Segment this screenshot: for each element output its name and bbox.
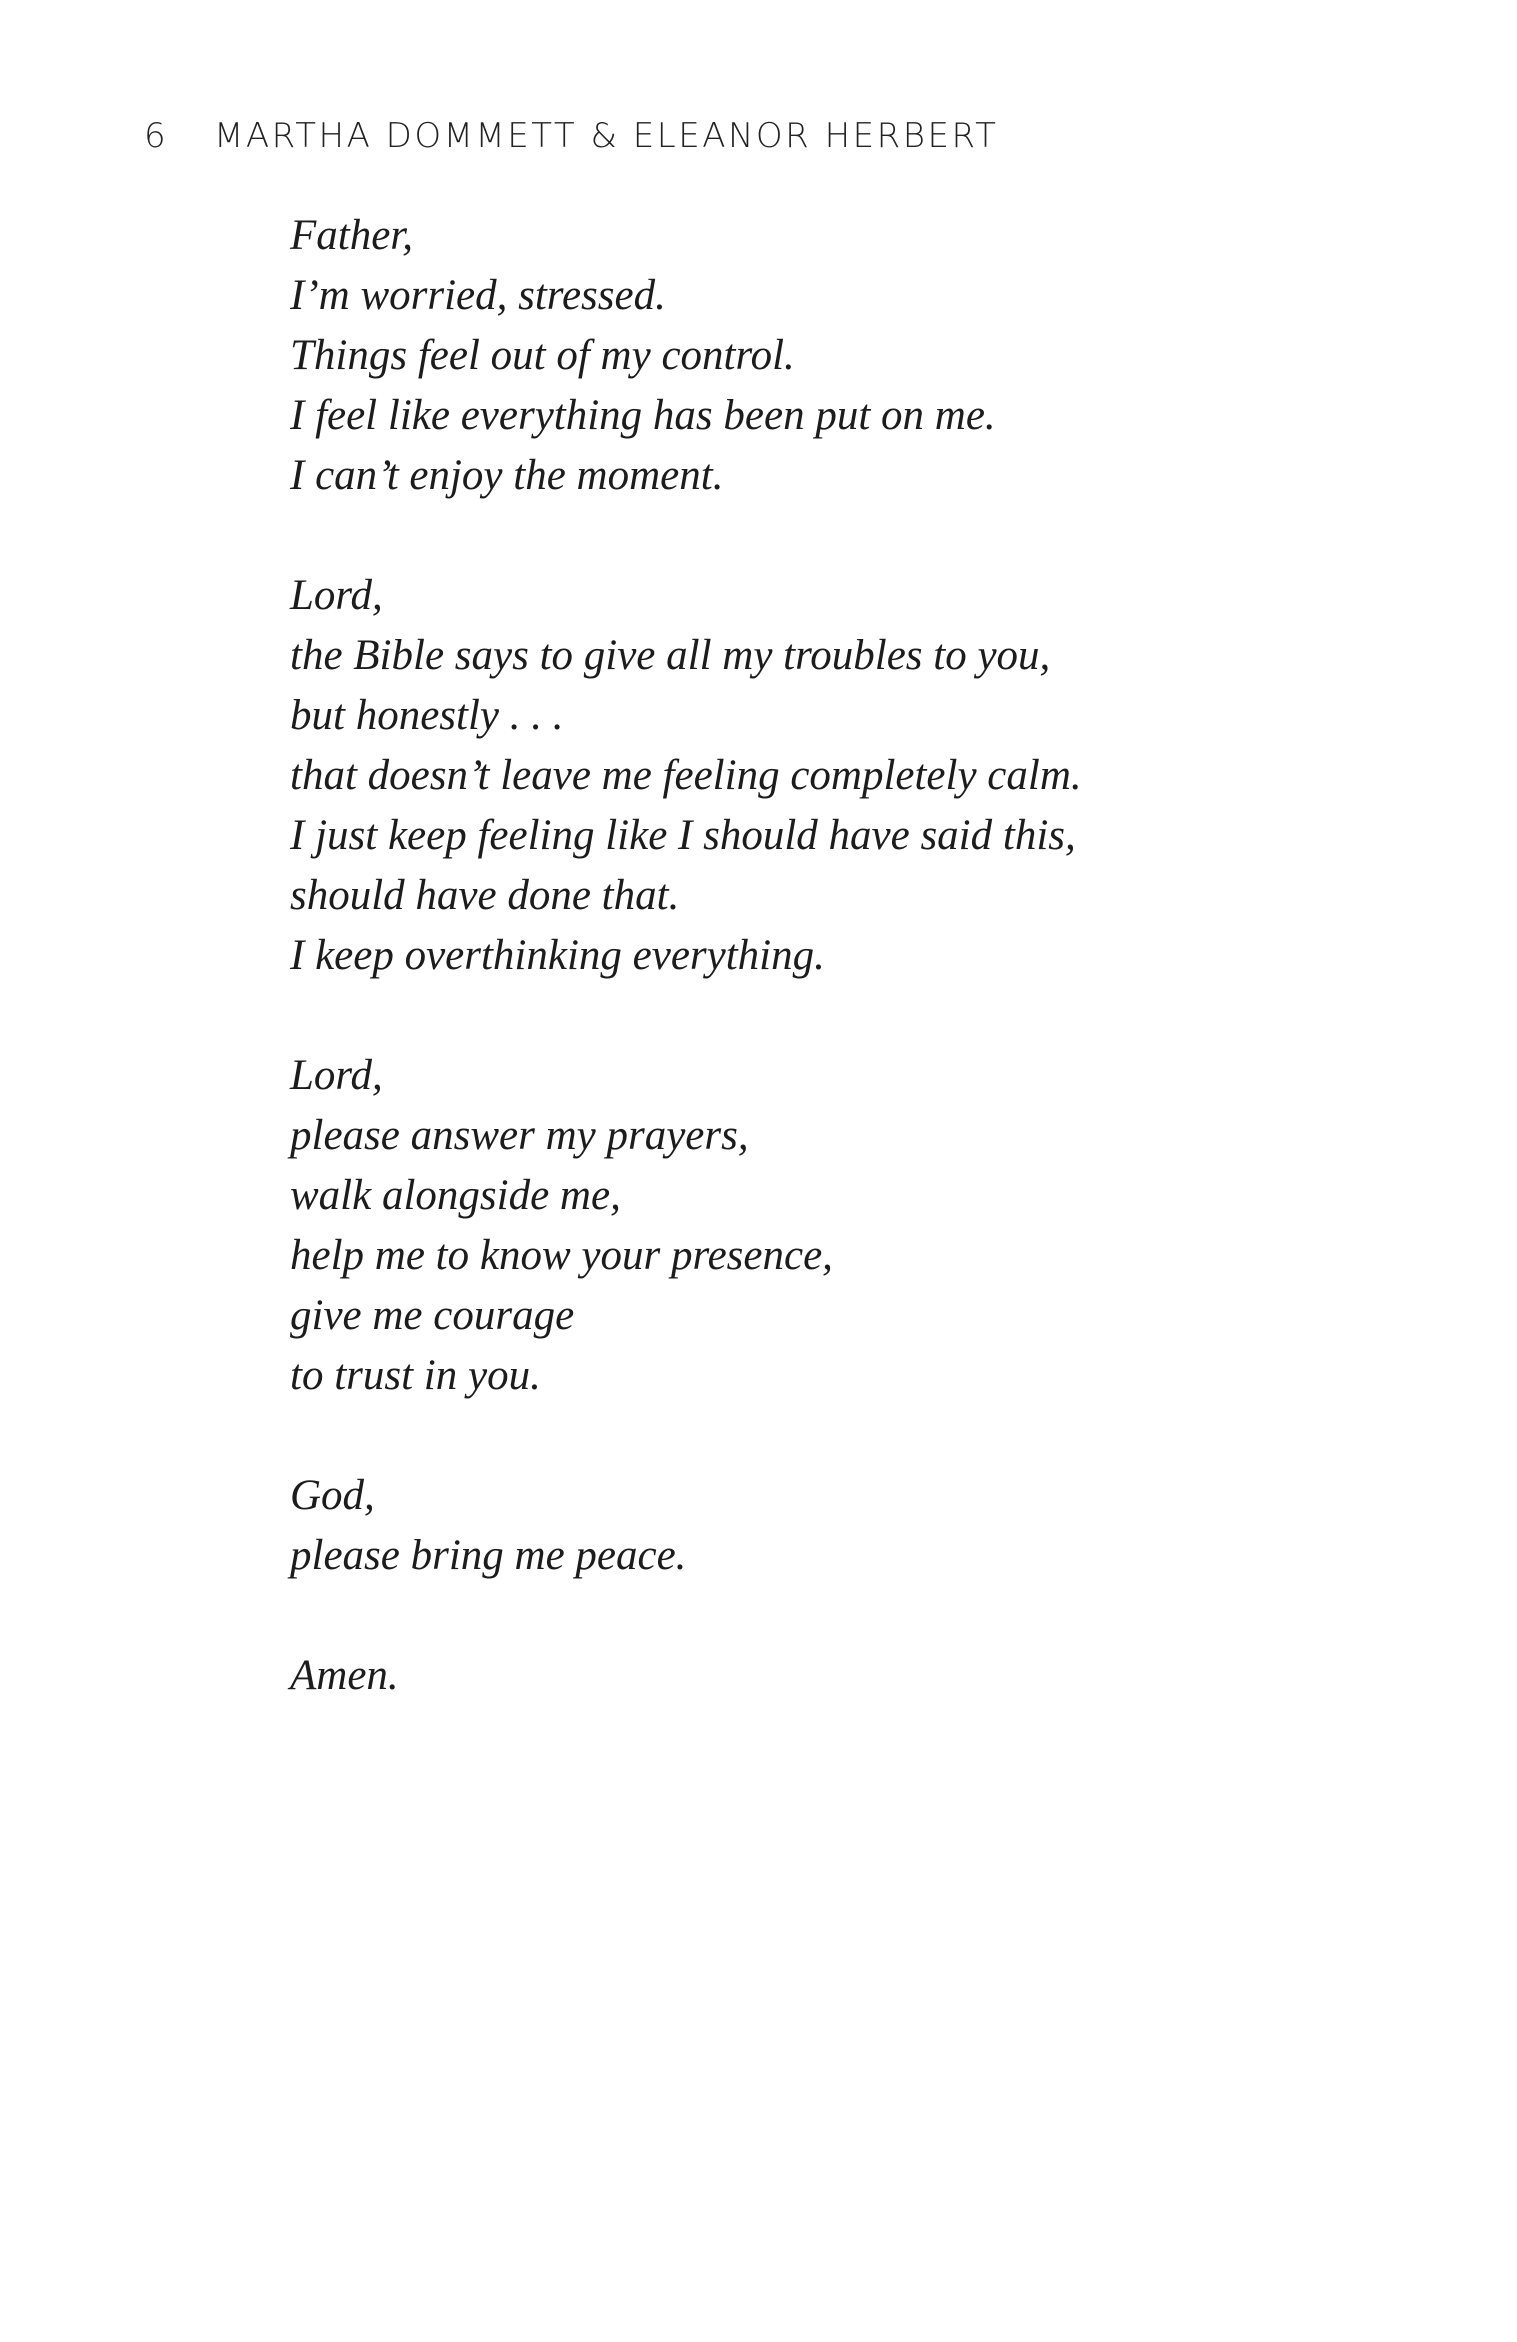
stanza-4 [290,1466,1390,1586]
poem-line: that doesn’t leave me feeling completely calm. [290,752,1082,799]
stanza-2 [290,566,1390,986]
poem-line: the Bible says to give all my troubles to you, [290,632,1051,679]
poem-line: Amen. [290,1652,399,1699]
poem-line: Things feel out of my control. [290,332,795,379]
prayer-poem [290,206,1390,1706]
stanza-3 [290,1046,1390,1406]
stanza-5 [290,1646,1390,1706]
poem-line: God, [290,1472,375,1519]
running-head-authors: MARTHA DOMMETT & ELEANOR HERBERT [214,116,999,156]
poem-line: give me courage [290,1292,575,1339]
poem-line: Lord, [290,572,383,619]
poem-line: I can’t enjoy the moment. [290,452,724,499]
running-head [144,112,998,160]
poem-line: but honestly . . . [290,692,564,739]
poem-line: walk alongside me, [290,1172,621,1219]
poem-line: should have done that. [290,872,680,919]
poem-line: I’m worried, stressed. [290,272,666,319]
poem-line: please bring me peace. [290,1532,687,1579]
poem-line: I keep overthinking everything. [290,932,825,979]
stanza-1 [290,206,1390,506]
page-number: 6 [144,116,169,156]
poem-line: help me to know your presence, [290,1232,833,1279]
poem-line: Father, [290,212,414,259]
poem-line: to trust in you. [290,1352,541,1399]
poem-line: I just keep feeling like I should have said this, [290,812,1076,859]
poem-line: I feel like everything has been put on me. [290,392,996,439]
poem-line: Lord, [290,1052,383,1099]
poem-line: please answer my prayers, [290,1112,749,1159]
